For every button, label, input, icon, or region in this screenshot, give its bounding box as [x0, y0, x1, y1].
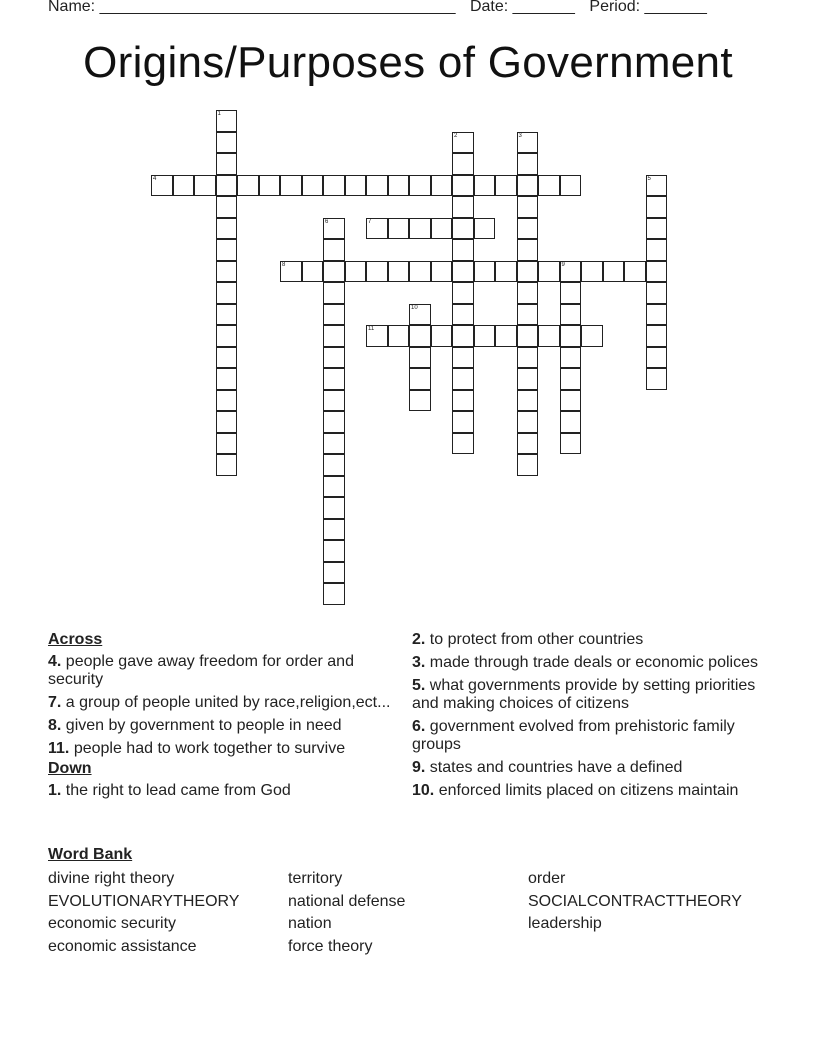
crossword-cell[interactable] — [452, 218, 474, 240]
clue-text: people gave away freedom for order and security — [48, 653, 354, 688]
clue-text: states and countries have a defined — [429, 759, 683, 776]
cell-number: 2 — [454, 132, 458, 139]
crossword-cell[interactable] — [173, 175, 195, 197]
clue-number: 6. — [412, 718, 426, 735]
crossword-cell[interactable] — [216, 282, 238, 304]
word-bank-column — [288, 868, 405, 958]
crossword-cell[interactable] — [323, 239, 345, 261]
crossword-cell[interactable] — [452, 325, 474, 347]
crossword-cell[interactable] — [216, 325, 238, 347]
crossword-cell[interactable] — [452, 282, 474, 304]
crossword-cell[interactable] — [323, 218, 345, 240]
crossword-cell[interactable] — [452, 347, 474, 369]
clues-right-column — [412, 631, 762, 805]
clue-number: 5. — [412, 677, 426, 694]
crossword-cell[interactable] — [517, 390, 539, 412]
down-clue — [412, 631, 762, 649]
down-clue — [412, 677, 762, 713]
cell-number: 4 — [153, 175, 157, 182]
crossword-cell[interactable] — [409, 218, 431, 240]
crossword-cell[interactable] — [646, 325, 668, 347]
clue-number: 10. — [412, 782, 435, 799]
period-field-label[interactable]: Period: _______ — [589, 0, 707, 15]
crossword-cell[interactable] — [216, 433, 238, 455]
word-bank-item: divine right theory — [48, 870, 175, 887]
word-bank-item: EVOLUTIONARYTHEORY — [48, 892, 240, 910]
date-field-label[interactable]: Date: _______ — [469, 0, 575, 15]
across-clue — [48, 740, 398, 758]
crossword-cell[interactable] — [495, 175, 517, 197]
clue-text: a group of people united by race,religion,ect... — [65, 694, 391, 711]
crossword-cell[interactable] — [474, 261, 496, 283]
cell-number: 8 — [282, 261, 286, 268]
crossword-cell[interactable] — [366, 175, 388, 197]
crossword-cell[interactable] — [409, 175, 431, 197]
crossword-cell[interactable] — [323, 347, 345, 369]
crossword-cell[interactable] — [216, 132, 238, 154]
crossword-cell[interactable] — [517, 325, 539, 347]
cell-number: 1 — [217, 111, 221, 117]
crossword-cell[interactable] — [259, 175, 281, 197]
word-bank-column — [48, 868, 239, 958]
crossword-cell[interactable] — [151, 175, 173, 197]
crossword-cell[interactable] — [323, 304, 345, 326]
name-field-label[interactable]: Name: ________________________________________ — [48, 0, 456, 15]
across-heading: Across — [48, 631, 103, 648]
crossword-cell[interactable] — [517, 218, 539, 240]
word-bank-heading: Word Bank — [48, 846, 133, 863]
crossword-cell[interactable] — [517, 411, 539, 433]
crossword-cell[interactable] — [216, 347, 238, 369]
crossword-cell[interactable] — [345, 175, 367, 197]
crossword-cell[interactable] — [517, 175, 539, 197]
crossword-cell[interactable] — [517, 239, 539, 261]
crossword-cell[interactable] — [646, 196, 668, 218]
down-clue — [412, 654, 762, 672]
clue-number: 4. — [48, 653, 62, 670]
crossword-cell[interactable] — [366, 218, 388, 240]
crossword-cell[interactable] — [388, 218, 410, 240]
crossword-cell[interactable] — [538, 325, 560, 347]
crossword-cell[interactable] — [216, 411, 238, 433]
crossword-cell[interactable] — [581, 325, 603, 347]
clue-number: 8. — [48, 717, 62, 734]
clue-number: 1. — [48, 782, 62, 799]
crossword-cell[interactable] — [237, 175, 259, 197]
crossword-cell[interactable] — [538, 261, 560, 283]
clue-text: government evolved from prehistoric family groups — [412, 718, 735, 753]
crossword-cell[interactable] — [216, 454, 238, 476]
clue-number: 7. — [48, 694, 62, 711]
crossword-cell[interactable] — [409, 304, 431, 326]
clue-text: given by government to people in need — [65, 717, 342, 734]
crossword-cell[interactable] — [216, 153, 238, 175]
crossword-cell[interactable] — [302, 175, 324, 197]
crossword-cell[interactable] — [452, 153, 474, 175]
word-bank-item: force theory — [288, 937, 373, 955]
crossword-cell[interactable] — [431, 325, 453, 347]
down-heading: Down — [48, 760, 92, 777]
crossword-cell[interactable] — [495, 325, 517, 347]
crossword-cell[interactable] — [560, 175, 582, 197]
down-clue — [412, 718, 762, 754]
clue-number: 11. — [48, 740, 70, 757]
crossword-cell[interactable] — [646, 261, 668, 283]
crossword-cell[interactable] — [366, 325, 388, 347]
crossword-cell[interactable] — [323, 261, 345, 283]
across-clue — [48, 653, 398, 689]
crossword-cell[interactable] — [517, 132, 539, 154]
crossword-cell[interactable] — [345, 261, 367, 283]
crossword-cell[interactable] — [517, 153, 539, 175]
crossword-cell[interactable] — [646, 368, 668, 390]
crossword-cell[interactable] — [216, 175, 238, 197]
crossword-cell[interactable] — [452, 239, 474, 261]
clue-text: to protect from other countries — [429, 631, 644, 648]
crossword-cell[interactable] — [517, 368, 539, 390]
cell-number: 5 — [647, 175, 651, 182]
crossword-cell[interactable] — [517, 347, 539, 369]
crossword-cell[interactable] — [646, 175, 668, 197]
cell-number: 10 — [411, 304, 418, 311]
crossword-cell[interactable] — [323, 583, 345, 605]
word-bank-item: economic security — [48, 915, 177, 932]
crossword-cell[interactable] — [452, 433, 474, 455]
page-title: Origins/Purposes of Government — [83, 38, 733, 87]
crossword-cell[interactable] — [517, 261, 539, 283]
crossword-cell[interactable] — [302, 261, 324, 283]
crossword-cell[interactable] — [409, 261, 431, 283]
word-bank-item: SOCIALCONTRACTTHEORY — [528, 892, 742, 910]
crossword-cell[interactable] — [560, 390, 582, 412]
crossword-cell[interactable] — [452, 196, 474, 218]
crossword-cell[interactable] — [366, 261, 388, 283]
crossword-cell[interactable] — [560, 282, 582, 304]
crossword-cell[interactable] — [431, 261, 453, 283]
crossword-cell[interactable] — [452, 390, 474, 412]
crossword-cell[interactable] — [474, 218, 496, 240]
across-clue — [48, 694, 398, 712]
clue-number: 9. — [412, 759, 426, 776]
crossword-cell[interactable] — [388, 325, 410, 347]
crossword-cell[interactable] — [646, 218, 668, 240]
cell-number: 3 — [518, 132, 522, 139]
crossword-cell[interactable] — [560, 304, 582, 326]
clue-text: what governments provide by setting priorities and making choices of citizens — [412, 677, 756, 712]
crossword-cell[interactable] — [560, 325, 582, 347]
crossword-cell[interactable] — [538, 175, 560, 197]
crossword-cell[interactable] — [409, 368, 431, 390]
crossword-cell[interactable] — [409, 390, 431, 412]
crossword-cell[interactable] — [216, 368, 238, 390]
crossword-cell[interactable] — [280, 175, 302, 197]
word-bank-item: leadership — [528, 915, 602, 932]
crossword-cell[interactable] — [517, 433, 539, 455]
crossword-cell[interactable] — [560, 411, 582, 433]
crossword-cell[interactable] — [646, 239, 668, 261]
crossword-cell[interactable] — [216, 239, 238, 261]
crossword-cell[interactable] — [560, 368, 582, 390]
crossword-cell[interactable] — [388, 261, 410, 283]
crossword-cell[interactable] — [323, 519, 345, 541]
crossword-cell[interactable] — [323, 368, 345, 390]
crossword-cell[interactable] — [216, 390, 238, 412]
clue-text: people had to work together to survive — [73, 740, 346, 757]
crossword-cell[interactable] — [323, 562, 345, 584]
crossword-cell[interactable] — [517, 196, 539, 218]
crossword-cell[interactable] — [409, 325, 431, 347]
clue-text: made through trade deals or economic polices — [429, 654, 758, 671]
word-bank-item: national defense — [288, 892, 406, 910]
clue-number: 3. — [412, 654, 426, 671]
crossword-cell[interactable] — [216, 304, 238, 326]
crossword-cell[interactable] — [560, 261, 582, 283]
crossword-cell[interactable] — [280, 261, 302, 283]
crossword-cell[interactable] — [474, 325, 496, 347]
crossword-cell[interactable] — [452, 261, 474, 283]
word-bank-column — [528, 868, 742, 936]
crossword-cell[interactable] — [452, 411, 474, 433]
crossword-cell[interactable] — [474, 175, 496, 197]
crossword-cell[interactable] — [452, 132, 474, 154]
clues-left-column — [48, 631, 398, 805]
crossword-cell[interactable] — [431, 175, 453, 197]
crossword-cell[interactable] — [194, 175, 216, 197]
crossword-cell[interactable] — [560, 347, 582, 369]
clue-number: 2. — [412, 631, 426, 648]
crossword-cell[interactable] — [323, 175, 345, 197]
crossword-cell[interactable] — [560, 433, 582, 455]
word-bank-item: territory — [288, 870, 343, 887]
crossword-cell[interactable] — [452, 304, 474, 326]
crossword-cell[interactable] — [452, 368, 474, 390]
crossword-cell[interactable] — [646, 347, 668, 369]
crossword-cell[interactable] — [323, 390, 345, 412]
crossword-cell[interactable] — [323, 540, 345, 562]
crossword-cell[interactable] — [323, 325, 345, 347]
crossword-cell[interactable] — [646, 304, 668, 326]
crossword-cell[interactable] — [323, 476, 345, 498]
crossword-cell[interactable] — [452, 175, 474, 197]
crossword-cell[interactable] — [216, 196, 238, 218]
crossword-cell[interactable] — [581, 261, 603, 283]
across-clue — [48, 717, 398, 735]
crossword-cell[interactable] — [323, 282, 345, 304]
crossword-cell[interactable] — [517, 454, 539, 476]
clue-text: enforced limits placed on citizens maintain — [438, 782, 739, 799]
down-clue — [412, 759, 762, 777]
crossword-cell[interactable] — [409, 347, 431, 369]
crossword-cell[interactable] — [388, 175, 410, 197]
crossword-cell[interactable] — [323, 433, 345, 455]
cell-number: 7 — [368, 218, 372, 225]
word-bank-item: economic assistance — [48, 937, 197, 955]
down-clue — [412, 782, 762, 800]
cell-number: 6 — [325, 218, 329, 225]
crossword-cell[interactable] — [323, 454, 345, 476]
crossword-cell[interactable] — [323, 411, 345, 433]
down-clue — [48, 782, 398, 800]
crossword-cell[interactable] — [431, 218, 453, 240]
crossword-cell[interactable] — [323, 497, 345, 519]
word-bank-item: order — [528, 870, 566, 887]
cell-number: 9 — [561, 261, 565, 268]
crossword-cell[interactable] — [495, 261, 517, 283]
crossword-cell[interactable] — [603, 261, 625, 283]
crossword-cell[interactable] — [517, 282, 539, 304]
crossword-cell[interactable] — [216, 110, 238, 132]
crossword-cell[interactable] — [624, 261, 646, 283]
crossword-cell[interactable] — [216, 218, 238, 240]
word-bank-item: nation — [288, 915, 332, 932]
cell-number: 11 — [368, 326, 375, 332]
crossword-cell[interactable] — [517, 304, 539, 326]
crossword-cell[interactable] — [216, 261, 238, 283]
crossword-cell[interactable] — [646, 282, 668, 304]
clue-text: the right to lead came from God — [65, 782, 291, 799]
